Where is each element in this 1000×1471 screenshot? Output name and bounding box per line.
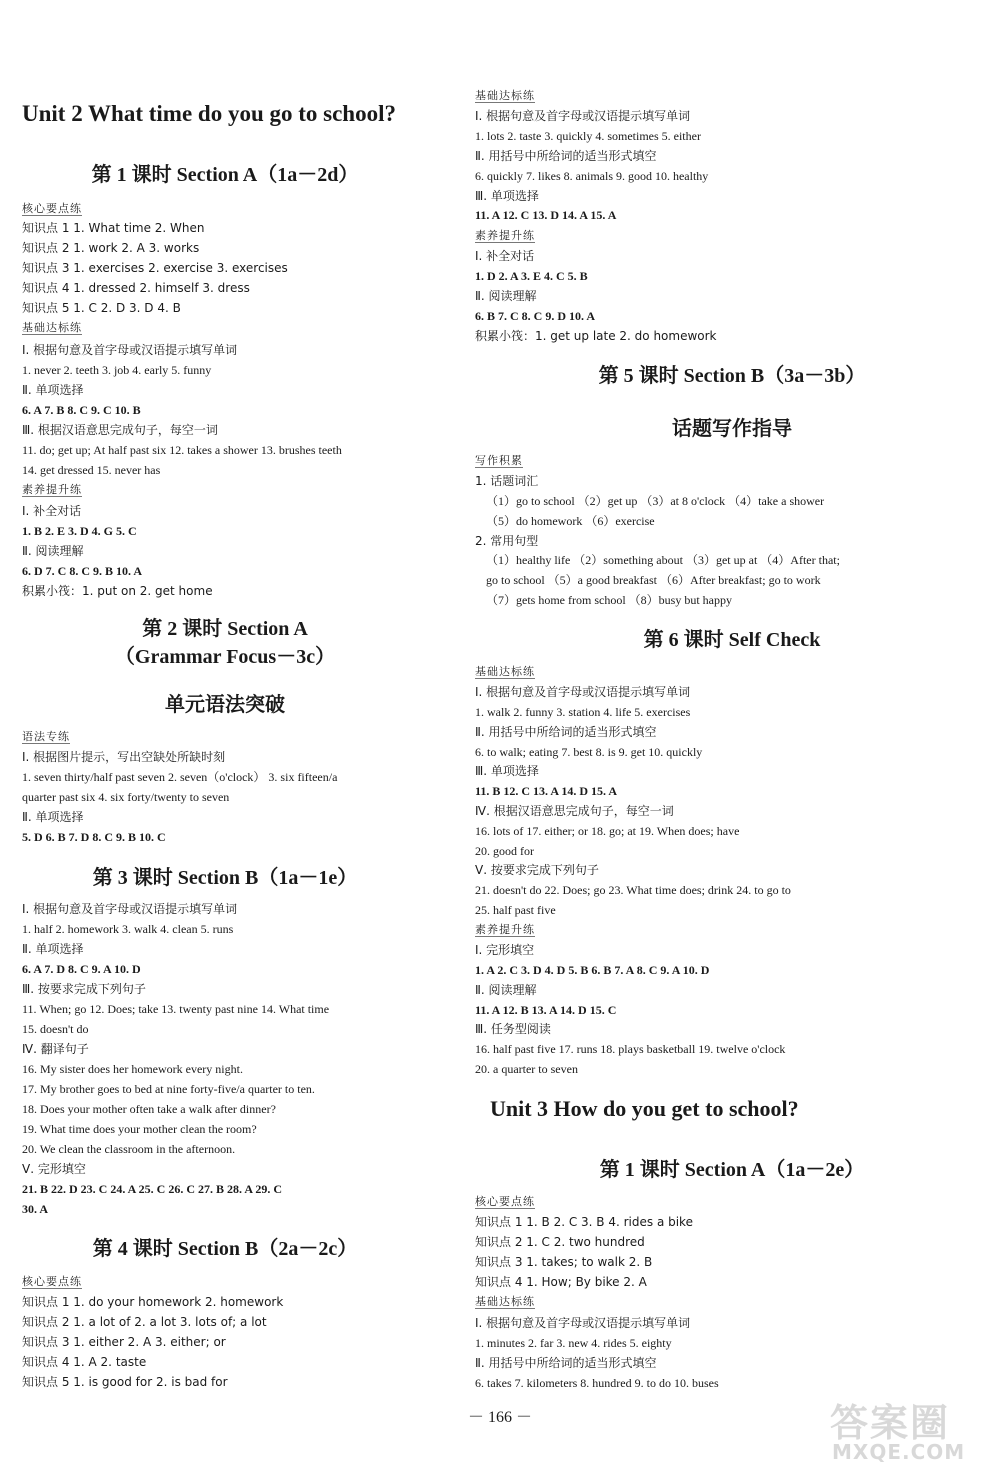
answer-line: 19. What time does your mother clean the room? bbox=[22, 1122, 257, 1136]
basic-practice-label: 基础达标练 bbox=[475, 89, 535, 102]
watermark-url: MXQE.COM bbox=[832, 1440, 966, 1464]
exercise-heading: Ⅲ. 单项选择 bbox=[475, 764, 539, 778]
knowledge-point-1: 知识点 1 1. What time 2. When bbox=[22, 221, 205, 235]
knowledge-point-1: 知识点 1 1. do your homework 2. homework bbox=[22, 1295, 284, 1309]
lesson-1-title: 第 1 课时 Section A（1a－2d） bbox=[91, 164, 359, 186]
knowledge-point-3: 知识点 3 1. takes; to walk 2. B bbox=[475, 1255, 653, 1269]
answer-line: 11. A 12. B 13. A 14. D 15. C bbox=[475, 1003, 617, 1017]
core-practice-label: 核心要点练 bbox=[22, 202, 82, 215]
answer-line: 1. D 2. A 3. E 4. C 5. B bbox=[475, 269, 588, 283]
exercise-heading: Ⅱ. 单项选择 bbox=[22, 942, 84, 956]
exercise-heading: Ⅰ. 完形填空 bbox=[475, 943, 535, 957]
exercise-heading: Ⅱ. 阅读理解 bbox=[475, 983, 537, 997]
answer-line: go to school （5）a good breakfast （6）After breakfast; go to work bbox=[486, 573, 821, 587]
answer-line: 21. B 22. D 23. C 24. A 25. C 26. C 27. B 28. A 29. C bbox=[22, 1182, 283, 1196]
knowledge-point-2: 知识点 2 1. C 2. two hundred bbox=[475, 1235, 645, 1249]
grammar-practice-label: 语法专练 bbox=[22, 730, 70, 743]
lesson-2-subtitle: （Grammar Focus－3c） bbox=[114, 646, 336, 668]
unit-3-lesson-1-title: 第 1 课时 Section A（1a－2e） bbox=[599, 1159, 865, 1181]
exercise-heading: Ⅲ. 按要求完成下列句子 bbox=[22, 982, 146, 996]
writing-accumulation-label: 写作积累 bbox=[475, 454, 523, 467]
exercise-heading: Ⅰ. 根据句意及首字母或汉语提示填写单词 bbox=[22, 343, 238, 357]
answer-line: 6. D 7. C 8. C 9. B 10. A bbox=[22, 564, 143, 578]
knowledge-point-2: 知识点 2 1. work 2. A 3. works bbox=[22, 241, 200, 255]
knowledge-point-4: 知识点 4 1. A 2. taste bbox=[22, 1355, 147, 1369]
core-practice-label: 核心要点练 bbox=[475, 1195, 535, 1208]
exercise-heading: Ⅰ. 根据图片提示，写出空缺处所缺时刻 bbox=[22, 750, 226, 764]
answer-line: 1. half 2. homework 3. walk 4. clean 5. runs bbox=[22, 922, 234, 936]
knowledge-point-3: 知识点 3 1. exercises 2. exercise 3. exercises bbox=[22, 261, 288, 275]
exercise-heading: Ⅱ. 用括号中所给词的适当形式填空 bbox=[475, 149, 657, 163]
lesson-4-title: 第 4 课时 Section B（2a－2c） bbox=[92, 1238, 358, 1260]
answer-line: （1）go to school （2）get up （3）at 8 o'clock （4）take a shower bbox=[486, 494, 825, 508]
exercise-heading: Ⅱ. 用括号中所给词的适当形式填空 bbox=[475, 725, 657, 739]
exercise-heading: 1. 话题词汇 bbox=[475, 474, 539, 488]
knowledge-point-2: 知识点 2 1. a lot of 2. a lot 3. lots of; a lot bbox=[22, 1315, 267, 1329]
grammar-section-title: 单元语法突破 bbox=[165, 692, 285, 716]
exercise-heading: Ⅰ. 根据句意及首字母或汉语提示填写单词 bbox=[22, 902, 238, 916]
exercise-heading: Ⅴ. 完形填空 bbox=[22, 1162, 86, 1176]
answer-line: 16. My sister does her homework every night. bbox=[22, 1062, 243, 1076]
exercise-heading: Ⅱ. 用括号中所给词的适当形式填空 bbox=[475, 1356, 657, 1370]
exercise-heading: Ⅱ. 阅读理解 bbox=[22, 544, 84, 558]
exercise-heading: Ⅰ. 补全对话 bbox=[475, 249, 535, 263]
answer-line: 6. A 7. B 8. C 9. C 10. B bbox=[22, 403, 141, 417]
exercise-heading: Ⅰ. 根据句意及首字母或汉语提示填写单词 bbox=[475, 109, 691, 123]
answer-line: 16. lots of 17. either; or 18. go; at 19. When does; have bbox=[475, 824, 740, 838]
exercise-heading: Ⅳ. 翻译句子 bbox=[22, 1042, 89, 1056]
lesson-6-title: 第 6 课时 Self Check bbox=[643, 629, 821, 651]
basic-practice-label: 基础达标练 bbox=[22, 321, 82, 334]
answer-line: 11. When; go 12. Does; take 13. twenty past nine 14. What time bbox=[22, 1002, 330, 1016]
answer-line: 6. B 7. C 8. C 9. D 10. A bbox=[475, 309, 596, 323]
answer-line: 16. half past five 17. runs 18. plays basketball 19. twelve o'clock bbox=[475, 1042, 786, 1056]
basic-practice-label: 基础达标练 bbox=[475, 665, 535, 678]
improve-practice-label: 素养提升练 bbox=[475, 229, 535, 242]
lesson-3-title: 第 3 课时 Section B（1a－1e） bbox=[92, 867, 358, 889]
improve-practice-label: 素养提升练 bbox=[22, 483, 82, 496]
answer-line: 5. D 6. B 7. D 8. C 9. B 10. C bbox=[22, 830, 166, 844]
answer-line: 1. walk 2. funny 3. station 4. life 5. exercises bbox=[475, 705, 691, 719]
answer-line: 1. minutes 2. far 3. new 4. rides 5. eighty bbox=[475, 1336, 672, 1350]
basic-practice-label: 基础达标练 bbox=[475, 1295, 535, 1308]
answer-line: （5）do homework （6）exercise bbox=[486, 514, 655, 528]
knowledge-point-1: 知识点 1 1. B 2. C 3. B 4. rides a bike bbox=[475, 1215, 693, 1229]
knowledge-point-4: 知识点 4 1. How; By bike 2. A bbox=[475, 1275, 647, 1289]
answer-line: 30. A bbox=[22, 1202, 49, 1216]
answer-line: 6. takes 7. kilometers 8. hundred 9. to do 10. buses bbox=[475, 1376, 719, 1390]
exercise-heading: Ⅰ. 根据句意及首字母或汉语提示填写单词 bbox=[475, 685, 691, 699]
answer-line: 1. seven thirty/half past seven 2. seven（o'clock） 3. six fifteen/a bbox=[22, 770, 338, 784]
answer-line: 1. lots 2. taste 3. quickly 4. sometimes 5. either bbox=[475, 129, 701, 143]
exercise-heading: Ⅴ. 按要求完成下列句子 bbox=[475, 863, 599, 877]
knowledge-point-5: 知识点 5 1. is good for 2. is bad for bbox=[22, 1375, 228, 1389]
answer-line: 6. to walk; eating 7. best 8. is 9. get 10. quickly bbox=[475, 745, 703, 759]
answer-line: 1. B 2. E 3. D 4. G 5. C bbox=[22, 524, 137, 538]
knowledge-point-4: 知识点 4 1. dressed 2. himself 3. dress bbox=[22, 281, 250, 295]
exercise-heading: Ⅲ. 根据汉语意思完成句子，每空一词 bbox=[22, 423, 218, 437]
exercise-heading: 2. 常用句型 bbox=[475, 534, 539, 548]
exercise-heading: Ⅳ. 根据汉语意思完成句子，每空一词 bbox=[475, 804, 674, 818]
watermark-logo bbox=[830, 1392, 995, 1467]
answer-line: 6. quickly 7. likes 8. animals 9. good 10. healthy bbox=[475, 169, 709, 183]
answer-line: 25. half past five bbox=[475, 903, 556, 917]
unit-3-title: Unit 3 How do you get to school? bbox=[490, 1096, 799, 1121]
answer-line: 15. doesn't do bbox=[22, 1022, 89, 1036]
unit-2-title: Unit 2 What time do you go to school? bbox=[22, 101, 396, 126]
answer-line: 11. B 12. C 13. A 14. D 15. A bbox=[475, 784, 618, 798]
answer-line: 1. never 2. teeth 3. job 4. early 5. funny bbox=[22, 363, 212, 377]
answer-line: 17. My brother goes to bed at nine forty-five/a quarter to ten. bbox=[22, 1082, 315, 1096]
answer-line: 20. good for bbox=[475, 844, 534, 858]
answer-line: 21. doesn't do 22. Does; go 23. What time does; drink 24. to go to bbox=[475, 883, 791, 897]
answer-line: 11. A 12. C 13. D 14. A 15. A bbox=[475, 208, 617, 222]
writing-guide-title: 话题写作指导 bbox=[672, 416, 792, 440]
accumulation-line: 积累小筏：1. get up late 2. do homework bbox=[475, 329, 717, 343]
answer-line: 20. We clean the classroom in the afternoon. bbox=[22, 1142, 236, 1156]
exercise-heading: Ⅰ. 根据句意及首字母或汉语提示填写单词 bbox=[475, 1316, 691, 1330]
exercise-heading: Ⅱ. 单项选择 bbox=[22, 383, 84, 397]
knowledge-point-5: 知识点 5 1. C 2. D 3. D 4. B bbox=[22, 301, 181, 315]
exercise-heading: Ⅲ. 任务型阅读 bbox=[475, 1022, 551, 1036]
core-practice-label: 核心要点练 bbox=[22, 1275, 82, 1288]
answer-line: （7）gets home from school （8）busy but happy bbox=[486, 593, 732, 607]
exercise-heading: Ⅰ. 补全对话 bbox=[22, 504, 82, 518]
answer-line: （1）healthy life （2）something about （3）get up at （4）After that; bbox=[486, 553, 840, 567]
exercise-heading: Ⅱ. 单项选择 bbox=[22, 810, 84, 824]
answer-line: quarter past six 4. six forty/twenty to seven bbox=[22, 790, 230, 804]
lesson-2-title: 第 2 课时 Section A bbox=[142, 618, 308, 640]
knowledge-point-3: 知识点 3 1. either 2. A 3. either; or bbox=[22, 1335, 226, 1349]
watermark-cn: 答案圈 bbox=[830, 1401, 951, 1445]
answer-line: 14. get dressed 15. never has bbox=[22, 463, 161, 477]
answer-line: 18. Does your mother often take a walk after dinner? bbox=[22, 1102, 276, 1116]
answer-line: 20. a quarter to seven bbox=[475, 1062, 578, 1076]
answer-line: 6. A 7. D 8. C 9. A 10. D bbox=[22, 962, 141, 976]
exercise-heading: Ⅲ. 单项选择 bbox=[475, 189, 539, 203]
lesson-5-title: 第 5 课时 Section B（3a－3b） bbox=[598, 365, 866, 387]
answer-line: 1. A 2. C 3. D 4. D 5. B 6. B 7. A 8. C 9. A 10. D bbox=[475, 963, 710, 977]
accumulation-line: 积累小筏：1. put on 2. get home bbox=[22, 584, 213, 598]
answer-line: 11. do; get up; At half past six 12. takes a shower 13. brushes teeth bbox=[22, 443, 342, 457]
page-number: － 166 － bbox=[467, 1409, 532, 1426]
exercise-heading: Ⅱ. 阅读理解 bbox=[475, 289, 537, 303]
improve-practice-label: 素养提升练 bbox=[475, 923, 535, 936]
